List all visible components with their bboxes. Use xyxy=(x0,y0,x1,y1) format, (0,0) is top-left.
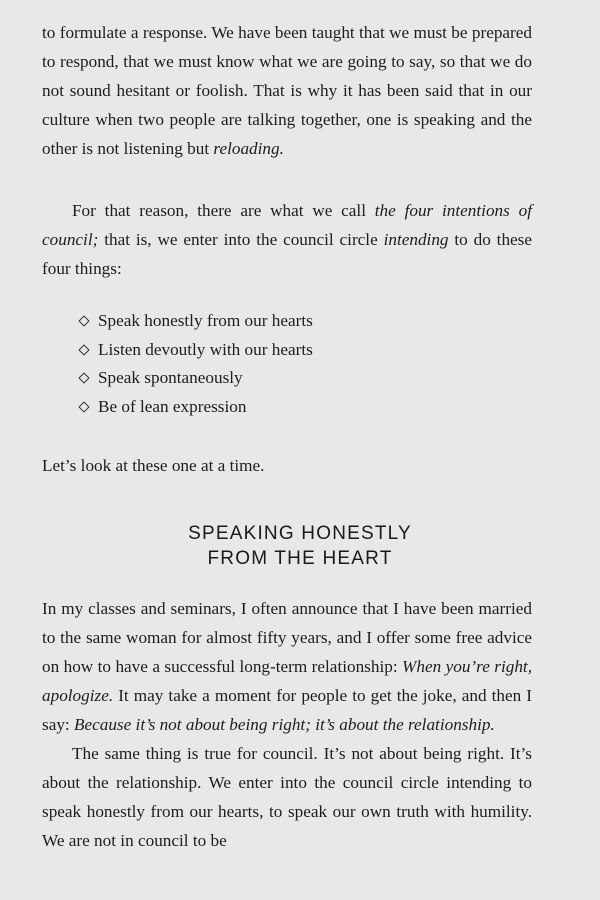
diamond-bullet-icon xyxy=(78,344,89,355)
paragraph-2 xyxy=(42,196,532,283)
paragraph-3-italic-relationship: Because it’s not about being right; it’s about the relationship. xyxy=(73,715,495,734)
paragraph-2-text-3: to do these four things: xyxy=(42,230,532,278)
list-item xyxy=(78,393,313,422)
transition-sentence: Let’s look at these one at a time. xyxy=(42,456,265,475)
paragraph-3-italic-apologize: When you’re right, apologize. xyxy=(42,657,532,705)
list-item xyxy=(78,336,313,365)
list-item-label: Be of lean expression xyxy=(98,396,247,416)
text-block-top xyxy=(42,18,532,163)
paragraph-2-text-1: For that reason, there are what we call xyxy=(72,201,375,220)
list-item xyxy=(78,307,313,336)
list-item-label: Listen devoutly with our hearts xyxy=(98,339,313,359)
diamond-bullet-icon xyxy=(78,316,89,327)
section-heading xyxy=(0,521,600,571)
paragraph-3-text-1: In my classes and seminars, I often announce that I have been married to the same woman for almost fifty years, and I offer some free advice on how to have a successful long-term relationship: xyxy=(42,599,532,676)
paragraph-1-text-1: to formulate a response. We have been taught that we must be prepared to respond, that we must know what we are going to say, so that we do not sound hesitant or foolish. That is why it has been said that in our culture when two people are talking together, one is speaking and the other is not listening but xyxy=(42,23,532,158)
intentions-list xyxy=(78,307,313,421)
paragraph-3-text-2: It may take a moment for people to get the joke, and then I say: xyxy=(42,686,532,734)
text-block-intro xyxy=(42,196,532,283)
paragraph-2-italic-intending: intending xyxy=(383,230,449,249)
diamond-bullet-icon xyxy=(78,401,89,412)
paragraph-4 xyxy=(42,739,532,855)
list-item-label: Speak honestly from our hearts xyxy=(98,311,313,330)
paragraph-2-text-2: that is, we enter into the council circle xyxy=(98,230,384,249)
section-heading-line-2: FROM THE HEART xyxy=(207,548,393,569)
paragraph-4-text-1: The same thing is true for council. It’s not about being right. It’s about the relationship. We enter into the council circle intending to speak honestly from our hearts, to speak our own truth with humility. We are not in council to be xyxy=(42,744,532,850)
list-item xyxy=(78,364,313,393)
text-block-section xyxy=(42,594,532,855)
paragraph-2-italic-four-intentions: the four intentions of council; xyxy=(42,201,532,249)
paragraph-1-italic-reloading: reloading. xyxy=(213,139,284,158)
paragraph-1 xyxy=(42,18,532,163)
diamond-bullet-icon xyxy=(78,373,89,384)
paragraph-3 xyxy=(42,594,532,739)
section-heading-line-1: SPEAKING HONESTLY xyxy=(188,523,412,544)
list-item-label: Speak spontaneously xyxy=(98,368,243,388)
